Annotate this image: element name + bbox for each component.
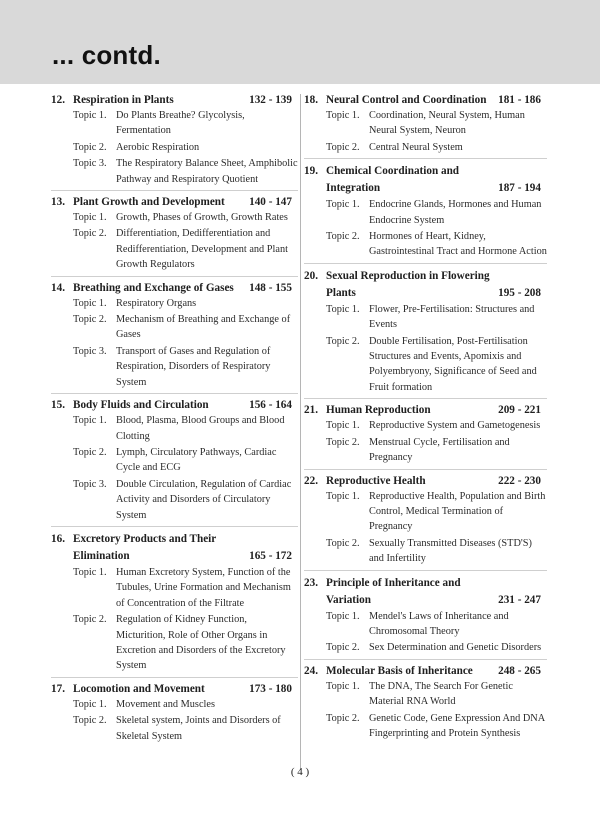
toc-chapter — [304, 570, 547, 656]
chapter-separator — [304, 570, 547, 571]
topic-entry — [51, 565, 298, 611]
chapter-title: Excretory Products and Their — [73, 532, 217, 545]
topic-entry — [304, 536, 547, 567]
topic-label: Topic 1. — [326, 680, 360, 692]
topic-text: Growth, Phases of Growth, Growth Rates — [116, 212, 288, 224]
chapter-pages: 140 - 147 — [249, 196, 292, 209]
topic-text: Sexually Transmitted Diseases (STD'S) and Infertility — [369, 537, 532, 565]
topic-entry — [304, 489, 547, 535]
topic-text: Regulation of Kidney Function, Micturition, Role of Other Organs in Excretion and Disorders of the Excretory System — [116, 614, 286, 672]
toc-chapter — [51, 677, 298, 744]
chapter-separator — [51, 677, 298, 678]
chapter-title-line — [304, 180, 547, 197]
topic-text: Coordination, Neural System, Human Neural System, Neuron — [369, 110, 525, 137]
chapter-title: Neural Control and Coordination — [326, 94, 487, 106]
column-divider — [300, 94, 301, 770]
topic-label: Topic 2. — [73, 314, 107, 326]
chapter-number: 24. — [304, 664, 318, 677]
topic-entry — [304, 609, 547, 640]
chapter-title: Sexual Reproduction in Flowering — [326, 269, 490, 282]
chapter-title-line — [304, 592, 547, 609]
topic-entry — [51, 156, 298, 187]
toc-chapter — [304, 93, 547, 155]
topic-entry — [304, 435, 547, 466]
topic-entry — [51, 296, 298, 311]
chapter-separator — [51, 393, 298, 394]
topic-label: Topic 1. — [73, 297, 107, 309]
chapter-pages: 181 - 186 — [498, 94, 541, 106]
chapter-title-line — [304, 403, 547, 418]
chapter-separator — [304, 263, 547, 264]
topic-text: Movement and Muscles — [116, 698, 215, 710]
topic-text: Do Plants Breathe? Glycolysis, Fermentation — [116, 110, 245, 137]
chapter-number: 13. — [51, 196, 65, 209]
chapter-title-line — [304, 474, 547, 489]
topic-label: Topic 2. — [326, 335, 360, 347]
topic-entry — [304, 197, 547, 228]
topic-text: Human Excretory System, Function of the Tubules, Urine Formation and Mechanism of Concentration of the Filtrate — [116, 566, 291, 609]
topic-entry — [51, 477, 298, 523]
topic-text: Double Circulation, Regulation of Cardiac Activity and Disorders of Circulatory System — [116, 478, 292, 521]
topic-entry — [51, 210, 298, 225]
chapter-number: 12. — [51, 94, 65, 106]
chapter-pages: 187 - 194 — [498, 182, 541, 195]
topic-label: Topic 1. — [326, 420, 360, 432]
topic-text: Central Neural System — [369, 141, 463, 153]
chapter-pages: 165 - 172 — [249, 549, 292, 562]
topic-text: Genetic Code, Gene Expression And DNA Fingerprinting and Protein Synthesis — [369, 712, 545, 739]
chapter-title-line — [51, 531, 298, 548]
toc-chapter — [51, 93, 298, 187]
chapter-title-line — [304, 268, 547, 285]
chapter-title: Chemical Coordination and — [326, 165, 460, 178]
topic-label: Topic 1. — [326, 490, 360, 502]
topic-text: Reproductive System and Gametogenesis — [369, 420, 541, 432]
topic-entry — [304, 334, 547, 396]
topic-text: Hormones of Heart, Kidney, Gastrointestinal Tract and Hormone Action — [369, 231, 547, 258]
topic-entry — [51, 697, 298, 712]
topic-entry — [304, 640, 547, 655]
toc-chapter — [51, 393, 298, 523]
topic-text: Differentiation, Dedifferentiation and Redifferentiation, Development and Plant Growth Regulators — [116, 228, 288, 271]
topic-entry — [304, 140, 547, 155]
topic-label: Topic 2. — [326, 642, 360, 654]
toc-chapter — [51, 190, 298, 273]
topic-label: Topic 1. — [326, 303, 360, 315]
chapter-pages: 132 - 139 — [249, 94, 292, 106]
chapter-number: 18. — [304, 94, 318, 106]
page-title: ... contd. — [52, 40, 161, 70]
chapter-title: Plants — [326, 286, 356, 299]
chapter-number: 20. — [304, 269, 318, 282]
topic-label: Topic 3. — [73, 345, 107, 357]
topic-label: Topic 3. — [73, 158, 107, 170]
toc-column-right — [304, 93, 547, 741]
chapter-number: 14. — [51, 281, 65, 294]
topic-entry — [51, 140, 298, 155]
topic-entry — [51, 108, 298, 139]
topic-label: Topic 1. — [326, 610, 360, 622]
toc-chapter — [51, 526, 298, 674]
toc-chapter — [51, 276, 298, 390]
topic-text: The Respiratory Balance Sheet, Amphibolic Pathway and Respiratory Quotient — [116, 158, 298, 185]
topic-entry — [51, 612, 298, 674]
topic-label: Topic 1. — [73, 566, 107, 578]
topic-label: Topic 1. — [326, 199, 360, 211]
page-header — [0, 0, 600, 84]
chapter-pages: 156 - 164 — [249, 399, 292, 412]
chapter-pages: 231 - 247 — [498, 593, 541, 606]
chapter-title: Breathing and Exchange of Gases — [73, 281, 234, 294]
toc-chapter — [304, 398, 547, 465]
toc-chapter — [304, 158, 547, 260]
topic-label: Topic 1. — [73, 110, 107, 121]
topic-text: Mechanism of Breathing and Exchange of Gases — [116, 314, 291, 341]
chapter-separator — [51, 276, 298, 277]
toc-column-left — [51, 93, 298, 744]
chapter-title: Reproductive Health — [326, 474, 426, 487]
chapter-number: 22. — [304, 474, 318, 487]
chapter-title: Human Reproduction — [326, 404, 431, 417]
topic-label: Topic 1. — [73, 212, 107, 224]
chapter-number: 16. — [51, 532, 65, 545]
chapter-separator — [304, 659, 547, 660]
chapter-title: Body Fluids and Circulation — [73, 399, 209, 412]
chapter-pages: 195 - 208 — [498, 286, 541, 299]
topic-entry — [304, 229, 547, 260]
toc-chapter — [304, 263, 547, 395]
topic-text: Flower, Pre-Fertilisation: Structures and Events — [369, 303, 535, 331]
topic-text: Blood, Plasma, Blood Groups and Blood Clotting — [116, 415, 285, 442]
chapter-pages: 209 - 221 — [498, 404, 541, 417]
topic-label: Topic 1. — [73, 415, 107, 427]
topic-text: Reproductive Health, Population and Birth Control, Medical Termination of Pregnancy — [369, 490, 546, 533]
topic-entry — [51, 445, 298, 476]
topic-label: Topic 2. — [73, 228, 107, 240]
chapter-title: Respiration in Plants — [73, 94, 174, 106]
chapter-pages: 148 - 155 — [249, 281, 292, 294]
chapter-title: Locomotion and Movement — [73, 682, 205, 695]
topic-label: Topic 1. — [326, 110, 360, 121]
chapter-title: Integration — [326, 182, 381, 195]
chapter-number: 15. — [51, 399, 65, 412]
chapter-title-line — [304, 664, 547, 679]
chapter-separator — [304, 158, 547, 159]
topic-text: Endocrine Glands, Hormones and Human Endocrine System — [369, 199, 542, 226]
chapter-title: Variation — [326, 593, 371, 606]
chapter-number: 17. — [51, 682, 65, 695]
topic-entry — [304, 108, 547, 139]
topic-text: Skeletal system, Joints and Disorders of Skeletal System — [116, 715, 281, 742]
topic-label: Topic 2. — [73, 141, 107, 153]
topic-label: Topic 2. — [326, 436, 360, 448]
topic-label: Topic 3. — [73, 478, 107, 490]
chapter-title-line — [51, 281, 298, 296]
chapter-number: 19. — [304, 165, 318, 178]
topic-entry — [51, 226, 298, 272]
topic-label: Topic 2. — [326, 231, 360, 243]
topic-text: Respiratory Organs — [116, 297, 197, 309]
topic-label: Topic 2. — [73, 446, 107, 458]
topic-entry — [51, 344, 298, 390]
topic-text: Sex Determination and Genetic Disorders — [369, 642, 542, 654]
topic-text: The DNA, The Search For Genetic Material RNA World — [369, 680, 513, 708]
topic-label: Topic 2. — [73, 614, 107, 626]
chapter-title-line — [304, 285, 547, 302]
topic-entry — [51, 413, 298, 444]
chapter-separator — [304, 469, 547, 470]
chapter-pages: 173 - 180 — [249, 682, 292, 695]
toc-chapter — [304, 659, 547, 742]
chapter-title: Molecular Basis of Inheritance — [326, 664, 473, 677]
topic-label: Topic 1. — [73, 698, 107, 710]
chapter-title-line — [51, 682, 298, 697]
chapter-title: Plant Growth and Development — [73, 196, 225, 209]
topic-label: Topic 2. — [326, 712, 360, 724]
topic-label: Topic 2. — [326, 141, 360, 153]
topic-text: Menstrual Cycle, Fertilisation and Pregnancy — [369, 436, 510, 464]
topic-entry — [51, 713, 298, 744]
topic-entry — [304, 679, 547, 710]
topic-text: Aerobic Respiration — [116, 141, 200, 153]
chapter-pages: 248 - 265 — [498, 664, 541, 677]
chapter-title-line — [51, 548, 298, 565]
chapter-number: 23. — [304, 576, 318, 589]
chapter-title-line — [304, 575, 547, 592]
topic-entry — [304, 418, 547, 433]
toc-chapter — [304, 469, 547, 567]
topic-label: Topic 2. — [73, 715, 107, 727]
topic-text: Double Fertilisation, Post-Fertilisation Structures and Events, Apomixis and Polyembryony, Significance of Seed and Fruit formation — [369, 335, 537, 393]
topic-entry — [304, 302, 547, 333]
chapter-title-line — [51, 398, 298, 413]
page-number: ( 4 ) — [290, 766, 310, 778]
chapter-number: 21. — [304, 404, 318, 417]
chapter-title-line — [304, 93, 547, 108]
topic-text: Lymph, Circulatory Pathways, Cardiac Cycle and ECG — [116, 446, 277, 474]
chapter-title-line — [51, 195, 298, 210]
topic-text: Transport of Gases and Regulation of Respiration, Disorders of Respiratory System — [116, 345, 271, 388]
chapter-title-line — [51, 93, 298, 108]
topic-entry — [51, 312, 298, 343]
chapter-title: Principle of Inheritance and — [326, 576, 461, 589]
chapter-title: Elimination — [73, 549, 130, 562]
chapter-separator — [51, 526, 298, 527]
chapter-title-line — [304, 163, 547, 180]
topic-text: Mendel's Laws of Inheritance and Chromosomal Theory — [369, 610, 509, 637]
topic-entry — [304, 711, 547, 742]
chapter-separator — [304, 398, 547, 399]
topic-label: Topic 2. — [326, 537, 360, 549]
chapter-pages: 222 - 230 — [498, 474, 541, 487]
chapter-separator — [51, 190, 298, 191]
